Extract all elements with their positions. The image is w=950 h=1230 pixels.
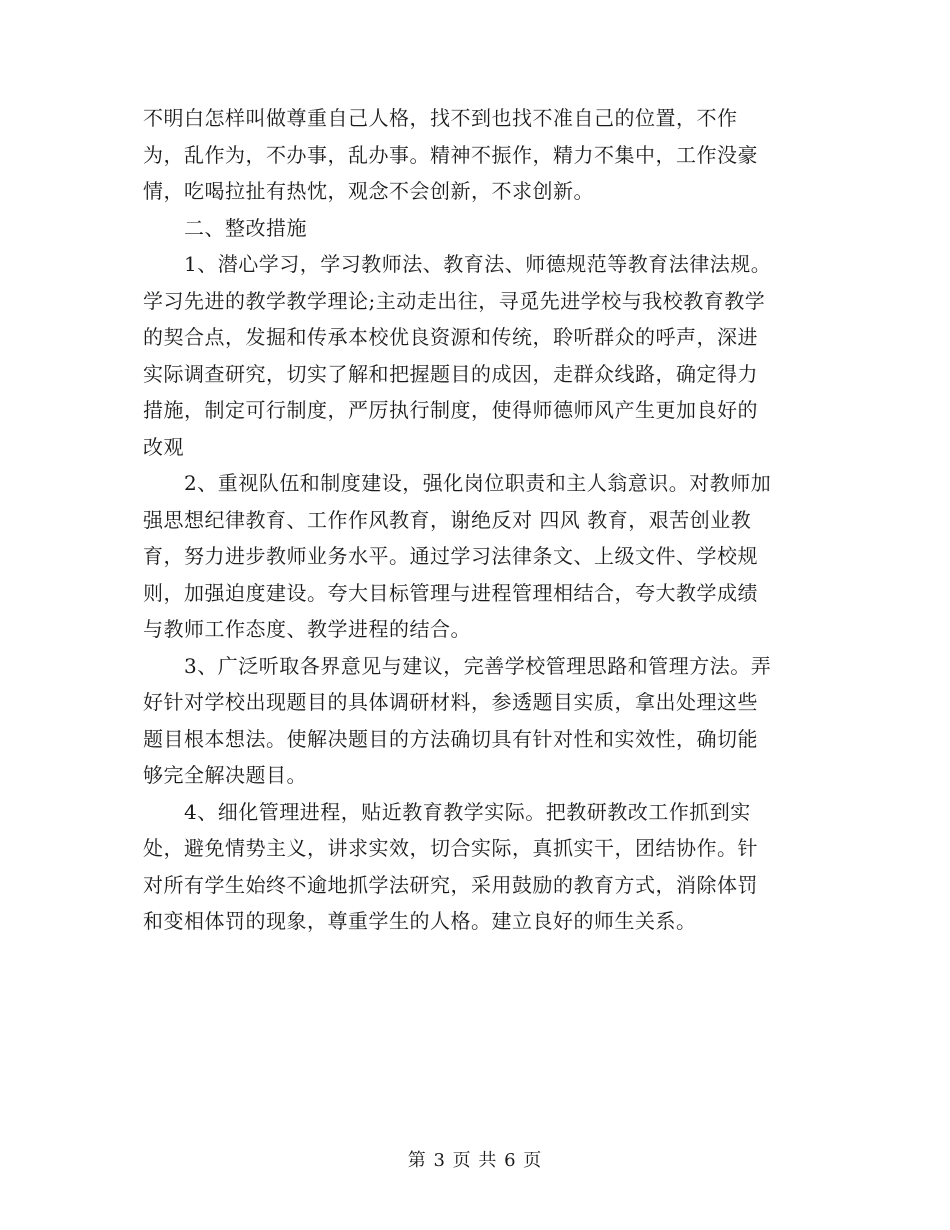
paragraph-continuation: 不明白怎样叫做尊重自己人格，找不到也找不准自己的位置，不作 为，乱作为，不办事，乱办事。精神不振作，精力不集中，工作没豪 情，吃喝拉扯有热忱，观念不会创新，不求创新。 <box>143 106 758 203</box>
paragraph-measure-1: 1、潜心学习，学习教师法、教育法、师德规范等教育法律法规。 学习先进的教学教学理论;主动走出往，寻觅先进学校与我校教育教学 的契合点，发掘和传承本校优良资源和传统，聆听群众的呼声，深进 实际调查研究，切实了解和把握题目的成因，走群众线路，确定得力 措施，制定可行制度，严厉执行制度，使得师德师风产生更加良好的 改观 <box>143 252 772 459</box>
document-body <box>143 100 813 940</box>
section-heading-rectification: 二、整改措施 <box>184 215 307 240</box>
page-number-footer: 第 3 页 共 6 页 <box>407 1150 543 1171</box>
paragraph-measure-3: 3、广泛听取各界意见与建议，完善学校管理思路和管理方法。弄 好针对学校出现题目的具体调研材料，参透题目实质，拿出处理这些 题目根本想法。使解决题目的方法确切具有针对性和实效性，确切能 够完全解决题目。 <box>143 653 772 787</box>
paragraph-measure-4: 4、细化管理进程，贴近教育教学实际。把教研教改工作抓到实 处，避免情势主义，讲求实效，切合实际，真抓实干，团结协作。针 对所有学生始终不逾地抓学法研究，采用鼓励的教育方式，消除体罚 和变相体罚的现象，尊重学生的人格。建立良好的师生关系。 <box>143 799 758 933</box>
paragraph-measure-2: 2、重视队伍和制度建设，强化岗位职责和主人翁意识。对教师加 强思想纪律教育、工作作风教育，谢绝反对 四风 教育，艰苦创业教 育，努力进步教师业务水平。通过学习法律条文、上级文件、学校规 则，加强迫度建设。夸大目标管理与进程管理相结合，夸大教学成绩 与教师工作态度、教学进程的结合。 <box>143 471 772 641</box>
